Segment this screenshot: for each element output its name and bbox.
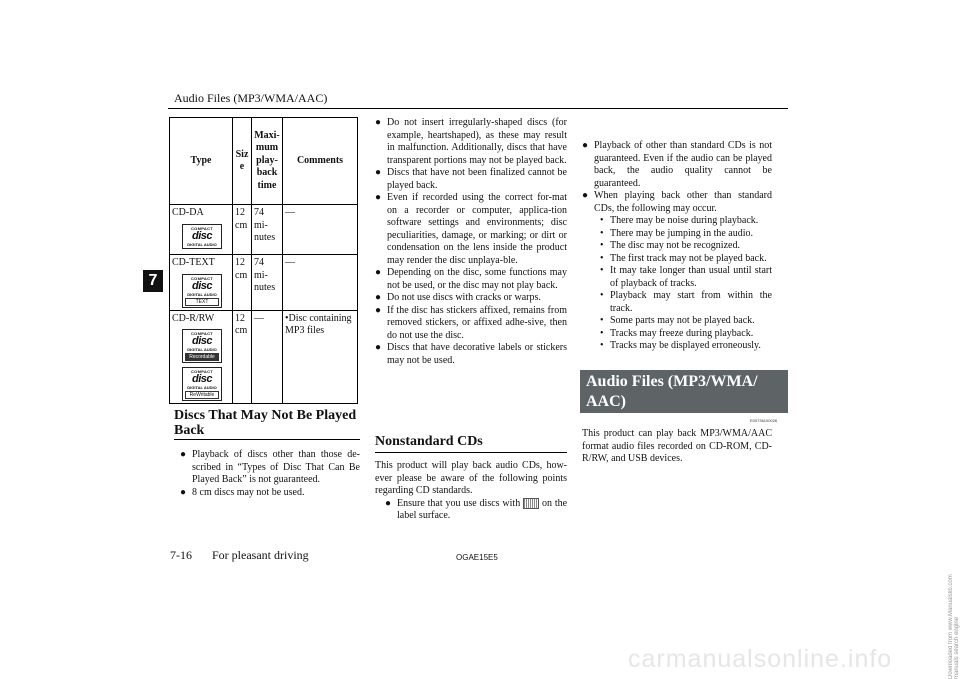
bullet-icon: ● bbox=[375, 342, 382, 353]
middle-bullet-list bbox=[375, 117, 567, 367]
time-cell: — bbox=[252, 310, 283, 404]
table-header-row bbox=[170, 118, 358, 205]
section-heading: Nonstandard CDs bbox=[375, 434, 483, 449]
bullet-list bbox=[180, 449, 360, 499]
list-item: ● Ensure that you use discs with on the label surface. bbox=[385, 497, 568, 521]
footer-page-label bbox=[170, 548, 309, 563]
col-header-time: Maxi- mum play- back time bbox=[252, 118, 283, 205]
type-label: CD-DA bbox=[172, 207, 204, 218]
sub-list-item: • The first track may not be played back. bbox=[600, 252, 767, 264]
table-row bbox=[170, 255, 358, 311]
page-number: 7-16 bbox=[170, 548, 192, 562]
col-header-type: Type bbox=[170, 118, 233, 205]
header-rule bbox=[168, 108, 788, 109]
bullet-icon: ● bbox=[180, 449, 187, 460]
compact-disc-logo: COMPACT disc DIGITAL AUDIO bbox=[182, 224, 222, 249]
sub-list-item: • There may be jumping in the audio. bbox=[600, 227, 754, 239]
list-item: ● Depending on the disc, some functions may not be used, or the disc may not play back. bbox=[375, 267, 567, 291]
list-item: ● Do not insert irregularly-shaped discs (for example, heartshaped), as these may result in malfunction. Additionally, discs that have transparent portions may not be played back. bbox=[375, 117, 567, 166]
right-bullet-list bbox=[582, 140, 772, 353]
section-heading: Discs That May Not Be Played Back bbox=[174, 408, 357, 438]
list-item: ● 8 cm discs may not be used. bbox=[180, 486, 305, 498]
bullet-icon: ● bbox=[180, 486, 187, 498]
sub-list-item: • Playback may start from within the track. bbox=[600, 290, 772, 314]
size-cell: 12 cm bbox=[233, 310, 252, 404]
time-cell: 74 mi- nutes bbox=[252, 205, 283, 255]
size-cell: 12 cm bbox=[233, 255, 252, 311]
type-label: CD-R/RW bbox=[172, 312, 215, 324]
type-label: CD-TEXT bbox=[172, 257, 215, 268]
sub-list-item: • It may take longer than usual until start of playback of tracks. bbox=[600, 265, 772, 289]
footer-section: For pleasant driving bbox=[212, 548, 309, 562]
audio-files-paragraph: This product can play back MP3/WMA/AAC format audio files recorded on CD-ROM, CD-R/RW, and USB devices. bbox=[582, 428, 772, 464]
list-item: ● Even if recorded using the correct for-mat on a recorder or computer, applica-tion software settings and environments; disc peculiarities, damage, or marking; or dirt or condensation on the lens inside the product may render the disc unplaya-ble. bbox=[375, 192, 567, 266]
disc-type-table bbox=[169, 117, 358, 404]
section-nonstandard bbox=[375, 434, 567, 523]
list-item: ● Playback of other than standard CDs is not guaranteed. Even if the audio can be played back, the audio quality cannot be guaranteed. bbox=[582, 140, 772, 189]
bullet-icon: ● bbox=[375, 167, 382, 178]
bullet-icon: ● bbox=[375, 192, 382, 203]
section-not-played bbox=[174, 408, 360, 499]
compact-disc-text-logo: COMPACT disc DIGITAL AUDIO TEXT bbox=[182, 274, 222, 308]
time-cell: 74 mi- nutes bbox=[252, 255, 283, 311]
page-header-title: Audio Files (MP3/WMA/AAC) bbox=[174, 91, 328, 105]
footer-code: OGAE15E5 bbox=[456, 553, 498, 562]
type-cell bbox=[170, 310, 233, 404]
bullet-icon: ● bbox=[375, 292, 382, 303]
comments-cell: — bbox=[283, 255, 358, 311]
table-row bbox=[170, 205, 358, 255]
bullet-icon: ● bbox=[582, 190, 589, 201]
sub-list-item: • The disc may not be recognized. bbox=[600, 240, 740, 251]
section-banner: Audio Files (MP3/WMA/ AAC) bbox=[580, 370, 788, 413]
compact-disc-recordable-logo: COMPACT disc DIGITAL AUDIO Recordable bbox=[182, 329, 222, 363]
bullet-list bbox=[385, 498, 567, 523]
compact-disc-mark-icon bbox=[523, 498, 539, 509]
comments-cell: — bbox=[283, 205, 358, 255]
list-item: ● If the disc has stickers affixed, remains from removed stickers, or affixed adhe-sive, then do not use the disc. bbox=[375, 304, 567, 341]
list-item: ● Do not use discs with cracks or warps. bbox=[375, 292, 541, 303]
section-code: E00736100026 bbox=[750, 418, 778, 423]
bullet-icon: ● bbox=[375, 267, 382, 278]
list-item: ● When playing back other than standard CDs, the following may occur. • There may be noise during playback. • There may be jumping in the audio. • The disc may not be recognized. • The first track may not be played back. • It may take longer than usual until start of playback of tracks. • Playback may start from within the track. • Some parts may not be played back. • Tracks may freeze during playback. • Tracks may be displayed erroneously. bbox=[582, 190, 772, 351]
type-cell bbox=[170, 205, 233, 255]
vertical-download-note: Downloaded from www.Manualslib.com manuals search engine bbox=[948, 574, 960, 679]
compact-disc-rewritable-logo: COMPACT disc DIGITAL AUDIO ReWritable bbox=[182, 367, 222, 401]
sub-list-item: • Tracks may freeze during playback. bbox=[600, 327, 754, 339]
sub-list-item: • Tracks may be displayed erroneously. bbox=[600, 340, 761, 351]
bullet-icon: ● bbox=[375, 117, 382, 128]
list-item: ● Discs that have not been finalized cannot be played back. bbox=[375, 167, 567, 191]
sub-list-item: • There may be noise during playback. bbox=[600, 215, 759, 226]
nonstandard-intro: This product will play back audio CDs, how-ever please be aware of the following points regarding CD standards. bbox=[375, 460, 567, 496]
watermark-text: carmanualsonline.info bbox=[628, 645, 893, 673]
size-cell: 12 cm bbox=[233, 205, 252, 255]
comments-cell: •Disc containing MP3 files bbox=[283, 310, 358, 404]
bullet-icon: ● bbox=[375, 304, 382, 316]
bullet-icon: ● bbox=[385, 497, 392, 509]
chapter-tab: 7 bbox=[143, 270, 163, 292]
col-header-size: Siz e bbox=[233, 118, 252, 205]
sub-list-item: • Some parts may not be played back. bbox=[600, 315, 755, 326]
list-item: ● Playback of discs other than those de-scribed in “Types of Disc That Can Be Played Back” is not guaranteed. bbox=[180, 449, 360, 485]
table-row bbox=[170, 310, 358, 404]
col-header-comments: Comments bbox=[283, 118, 358, 205]
heading-rule bbox=[375, 452, 567, 453]
list-item: ● Discs that have decorative labels or stickers may not be used. bbox=[375, 342, 567, 366]
bullet-icon: ● bbox=[582, 140, 589, 151]
type-cell bbox=[170, 255, 233, 311]
heading-rule bbox=[174, 439, 360, 440]
